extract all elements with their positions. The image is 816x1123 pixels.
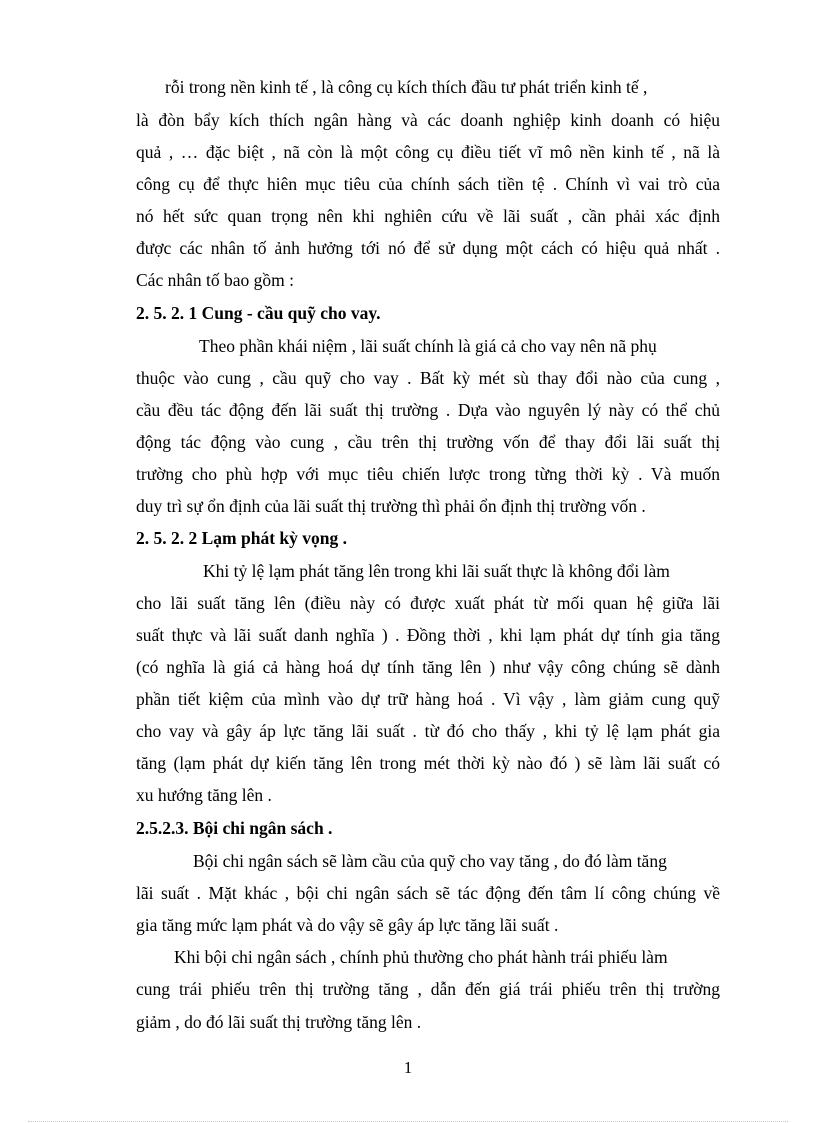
paragraph-line: cung trái phiếu trên thị trường tăng , dẫn đến giá trái phiếu trên thị trường xyxy=(136,979,720,999)
paragraph-line: phần tiết kiệm của mình vào dự trữ hàng hoá . Vì vậy , làm giảm cung quỹ xyxy=(136,689,720,709)
paragraph-line: là đòn bẩy kích thích ngân hàng và các doanh nghiệp kinh doanh có hiệu xyxy=(136,110,720,130)
paragraph-line: nó hết sức quan trọng nên khi nghiên cứu về lãi suất , cần phải xác định xyxy=(136,206,720,226)
page-number: 1 xyxy=(403,1058,413,1077)
paragraph-line: gia tăng mức lạm phát và do vậy sẽ gây áp lực tăng lãi suất . xyxy=(136,915,559,935)
paragraph-line: Bội chi ngân sách sẽ làm cầu của quỹ cho vay tăng , do đó làm tăng xyxy=(193,851,667,871)
paragraph-line: Theo phần khái niệm , lãi suất chính là giá cả cho vay nên nã phụ xyxy=(199,336,657,356)
paragraph-line: cho vay và gây áp lực tăng lãi suất . từ đó cho thấy , khi tỷ lệ lạm phát gia xyxy=(136,721,720,741)
paragraph-line: cho lãi suất tăng lên (điều này có được xuất phát từ mối quan hệ giữa lãi xyxy=(136,593,720,613)
paragraph-line: công cụ để thực hiên mục tiêu của chính sách tiền tệ . Chính vì vai trò của xyxy=(136,174,720,194)
paragraph-line: cầu đều tác động đến lãi suất thị trường . Dựa vào nguyên lý này có thể chủ xyxy=(136,400,720,420)
paragraph-line: động tác động vào cung , cầu trên thị trường vốn để thay đổi lãi suất thị xyxy=(136,432,720,452)
paragraph-line: duy trì sự ổn định của lãi suất thị trường thì phải ổn định thị trường vốn . xyxy=(136,496,646,516)
paragraph-line: Khi tỷ lệ lạm phát tăng lên trong khi lãi suất thực là không đổi làm xyxy=(203,561,670,581)
paragraph-line: Khi bội chi ngân sách , chính phủ thường cho phát hành trái phiếu làm xyxy=(174,947,668,967)
paragraph-line: suất thực và lãi suất danh nghĩa ) . Đồng thời , khi lạm phát dự tính gia tăng xyxy=(136,625,720,645)
page-bottom-divider xyxy=(28,1121,788,1122)
section-heading: 2. 5. 2. 1 Cung - cầu quỹ cho vay. xyxy=(136,303,381,323)
paragraph-line: quả , … đặc biệt , nã còn là một công cụ điều tiết vĩ mô nền kinh tế , nã là xyxy=(136,142,720,162)
paragraph-line: tăng (lạm phát dự kiến tăng lên trong mét thời kỳ nào đó ) sẽ làm lãi suất có xyxy=(136,753,720,773)
paragraph-line: lãi suất . Mặt khác , bội chi ngân sách sẽ tác động đến tâm lí công chúng về xyxy=(136,883,720,903)
section-heading: 2.5.2.3. Bội chi ngân sách . xyxy=(136,818,333,838)
paragraph-line: thuộc vào cung , cầu quỹ cho vay . Bất kỳ mét sù thay đổi nào của cung , xyxy=(136,368,720,388)
paragraph-line: rỗi trong nền kinh tế , là công cụ kích thích đầu tư phát triển kinh tế , xyxy=(165,77,648,97)
section-heading: 2. 5. 2. 2 Lạm phát kỳ vọng . xyxy=(136,528,348,548)
paragraph-line: (có nghĩa là giá cả hàng hoá dự tính tăng lên ) như vậy công chúng sẽ dành xyxy=(136,657,720,677)
paragraph-line: trường cho phù hợp với mục tiêu chiến lược trong từng thời kỳ . Và muốn xyxy=(136,464,720,484)
paragraph-line: Các nhân tố bao gồm : xyxy=(136,270,294,290)
paragraph-line: được các nhân tố ảnh hưởng tới nó để sử dụng một cách có hiệu quả nhất . xyxy=(136,238,720,258)
paragraph-line: xu hướng tăng lên . xyxy=(136,785,272,805)
paragraph-line: giảm , do đó lãi suất thị trường tăng lên . xyxy=(136,1012,422,1032)
